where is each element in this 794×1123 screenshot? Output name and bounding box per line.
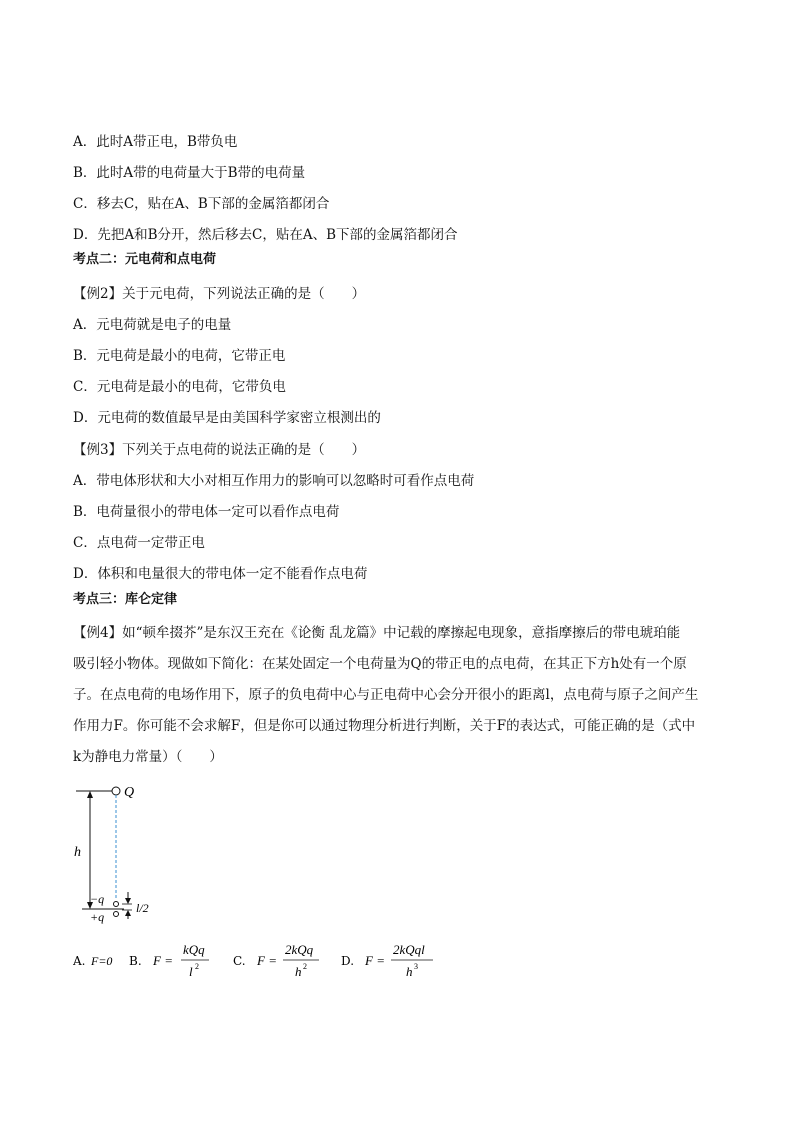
example4-stem-line4: 作用力F。你可能不会求解F，但是你可以通过物理分析进行判断，关于F的表达式，可能正确的是（式中 [73,718,696,734]
example3-stem: 【例3】下列关于点电荷的说法正确的是（ ） [73,442,366,458]
example3-option-b: B．电荷量很小的带电体一定可以看作点电荷 [73,504,340,520]
example4-stem-line2: 吸引轻小物体。现做如下简化：在某处固定一个电荷量为Q的带正电的点电荷，在其正下方h处有一个原 [73,656,687,672]
answer-b-lhs: F = [153,953,173,968]
answer-c-denominator: h [295,964,302,979]
charge-q-circle [112,787,120,795]
h-arrow-top [87,791,93,798]
l-half-arrow-bottom-head [125,910,131,916]
section2-heading: 考点二：元电荷和点电荷 [73,252,217,267]
answer-c-numerator: 2kQq [285,942,314,957]
example4-answer-choices [73,936,493,986]
answer-d-exponent: 3 [414,962,418,971]
label-l-half: l/2 [136,901,149,915]
example2-option-d: D．元电荷的数值最早是由美国科学家密立根测出的 [73,410,381,426]
example4-stem-line5: k为静电力常量）（ ） [73,749,223,765]
example3-option-d: D．体积和电量很大的带电体一定不能看作点电荷 [73,566,368,582]
answer-b-denominator: l [189,964,193,979]
charge-diagram [60,778,180,928]
answer-c-lhs: F = [257,953,277,968]
section3-heading: 考点三：库仑定律 [73,592,178,607]
answer-d-numerator: 2kQql [393,942,425,957]
answer-c-exponent: 2 [303,962,307,971]
example4-stem-line1: 【例4】如“顿牟掇芥”是东汉王充在《论衡 乱龙篇》中记载的摩擦起电现象，意指摩擦后的带电琥珀能 [73,625,681,641]
answer-c-label: C. [233,954,246,968]
answer-a-label: A. [73,954,86,968]
example4-stem-line3: 子。在点电荷的电场作用下，原子的负电荷中心与正电荷中心会分开很小的距离l，点电荷与原子之间产生 [73,687,699,703]
example2-option-c: C．元电荷是最小的电荷，它带负电 [73,379,286,395]
answer-b-numerator: kQq [183,942,205,957]
example2-option-a: A．元电荷就是电子的电量 [73,317,232,333]
q1-option-c: C．移去C，贴在A、B下部的金属箔都闭合 [73,196,330,212]
answer-a-expression: F=0 [91,954,113,968]
example2-option-b: B．元电荷是最小的电荷，它带正电 [73,348,286,364]
label-minus-q: −q [90,892,105,906]
negative-center-circle [114,902,119,907]
label-h: h [74,845,81,860]
answer-d-denominator: h [406,964,413,979]
l-half-arrow-top-head [125,898,131,904]
answer-b-exponent: 2 [195,962,199,971]
q1-option-d: D．先把A和B分开，然后移去C，贴在A、B下部的金属箔都闭合 [73,227,458,243]
example3-option-a: A．带电体形状和大小对相互作用力的影响可以忽略时可看作点电荷 [73,473,475,489]
q1-option-a: A．此时A带正电，B带负电 [73,134,238,150]
q1-option-b: B．此时A带的电荷量大于B带的电荷量 [73,165,306,181]
answer-d-label: D. [341,954,355,968]
example3-option-c: C．点电荷一定带正电 [73,535,205,551]
positive-center-circle [114,912,119,917]
example2-stem: 【例2】关于元电荷，下列说法正确的是（ ） [73,286,366,302]
answer-b-label: B. [129,954,142,968]
label-plus-q: +q [90,910,105,924]
label-q: Q [124,785,135,800]
answer-d-lhs: F = [365,953,385,968]
